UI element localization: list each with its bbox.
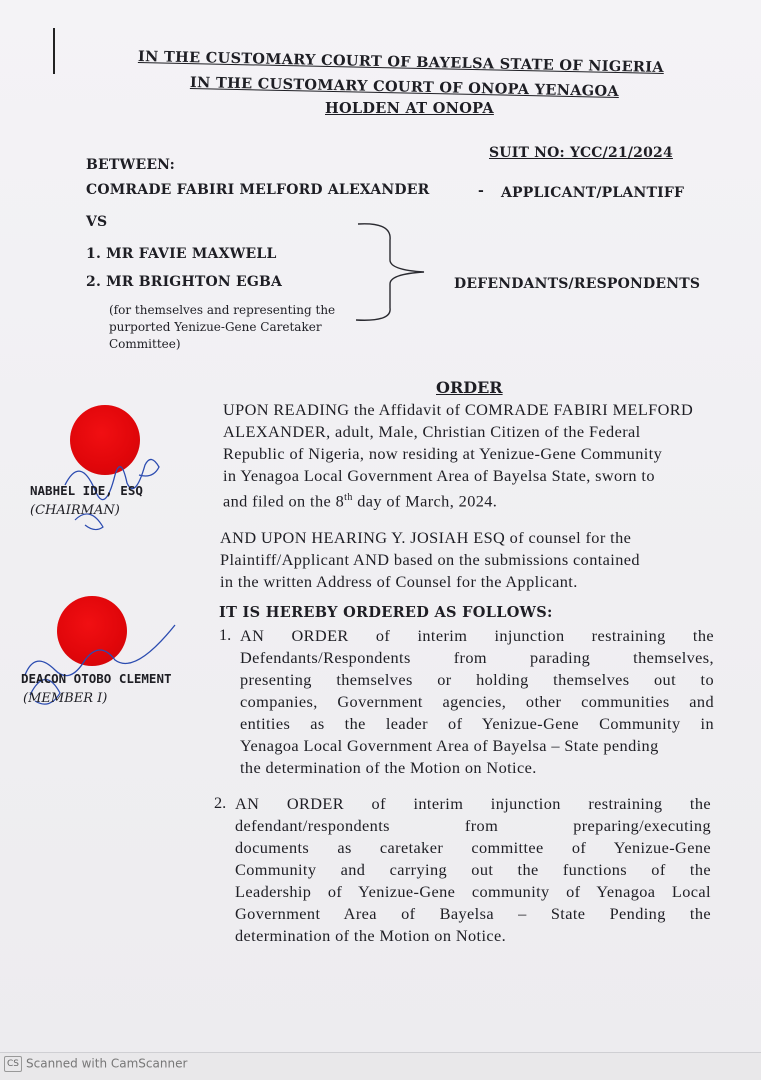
orders-heading: IT IS HEREBY ORDERED AS FOLLOWS: bbox=[219, 604, 553, 621]
defendant-2: 2. MR BRIGHTON EGBA bbox=[86, 274, 283, 290]
defendant-1: 1. MR FAVIE MAXWELL bbox=[86, 246, 277, 262]
applicant-name: COMRADE FABIRI MELFORD ALEXANDER bbox=[86, 182, 430, 198]
defendants-role: DEFENDANTS/RESPONDENTS bbox=[454, 276, 701, 292]
suit-number: SUIT NO: YCC/21/2024 bbox=[489, 145, 673, 161]
camscanner-icon: CS bbox=[4, 1056, 22, 1072]
party-dash: - bbox=[478, 183, 485, 199]
order-item-2: AN ORDER of interim injunction restraining the defendant/respondents from preparing/executing documents as caretaker committee of Yenizue-Gene Community and carrying out the functions of the Leadership of Yenizue-Gene community of Yenagoa Local Government Area of Bayelsa – State Pending the determination of the Motion on Notice. bbox=[235, 794, 711, 945]
court-line-3: HOLDEN AT ONOPA bbox=[325, 100, 494, 117]
court-line-1: IN THE CUSTOMARY COURT OF BAYELSA STATE OF NIGERIA bbox=[137, 48, 665, 77]
applicant-role: APPLICANT/PLANTIFF bbox=[501, 185, 685, 201]
member-name: DEACON OTOBO CLEMENT bbox=[21, 671, 172, 686]
order-paragraph-2: AND UPON HEARING Y. JOSIAH ESQ of counsel for the Plaintiff/Applicant AND based on the submissions contained in the written Address of Counsel for the Applicant. bbox=[220, 528, 640, 591]
chairman-name: NABHEL IDE, ESQ bbox=[30, 483, 143, 498]
chairman-role: (CHAIRMAN) bbox=[30, 503, 120, 518]
court-line-2: IN THE CUSTOMARY COURT OF ONOPA YENAGOA bbox=[189, 74, 620, 100]
scanner-footer bbox=[4, 1056, 187, 1072]
order-paragraph-1: UPON READING the Affidavit of COMRADE FABIRI MELFORD ALEXANDER, adult, Male, Christian Citizen of the Federal Republic of Nigeria, now residing at Yenizue-Gene Community in Yenagoa Local Government Area of Bayelsa State, sworn to and filed on the 8th day of March, 2024. bbox=[223, 400, 694, 511]
item-2-number: 2. bbox=[214, 793, 227, 812]
versus-label: VS bbox=[86, 214, 108, 230]
order-item-1: AN ORDER of interim injunction restraining the Defendants/Respondents from parading themselves, presenting themselves or holding themselves out to companies, Government agencies, other communities and entities as the leader of Yenizue-Gene Community in Yenagoa Local Government Area of Bayelsa – State pending the determination of the Motion on Notice. bbox=[240, 626, 714, 777]
margin-mark bbox=[53, 28, 55, 74]
page-edge bbox=[0, 1052, 761, 1053]
between-label: BETWEEN: bbox=[86, 157, 176, 173]
item-1-number: 1. bbox=[219, 625, 232, 644]
order-title: ORDER bbox=[436, 378, 503, 397]
bracket-icon bbox=[352, 220, 432, 325]
defendants-note: (for themselves and representing the purported Yenizue-Gene Caretaker Committee) bbox=[109, 303, 336, 351]
member-role: (MEMBER I) bbox=[23, 691, 108, 706]
scanner-text: Scanned with CamScanner bbox=[26, 1056, 188, 1071]
